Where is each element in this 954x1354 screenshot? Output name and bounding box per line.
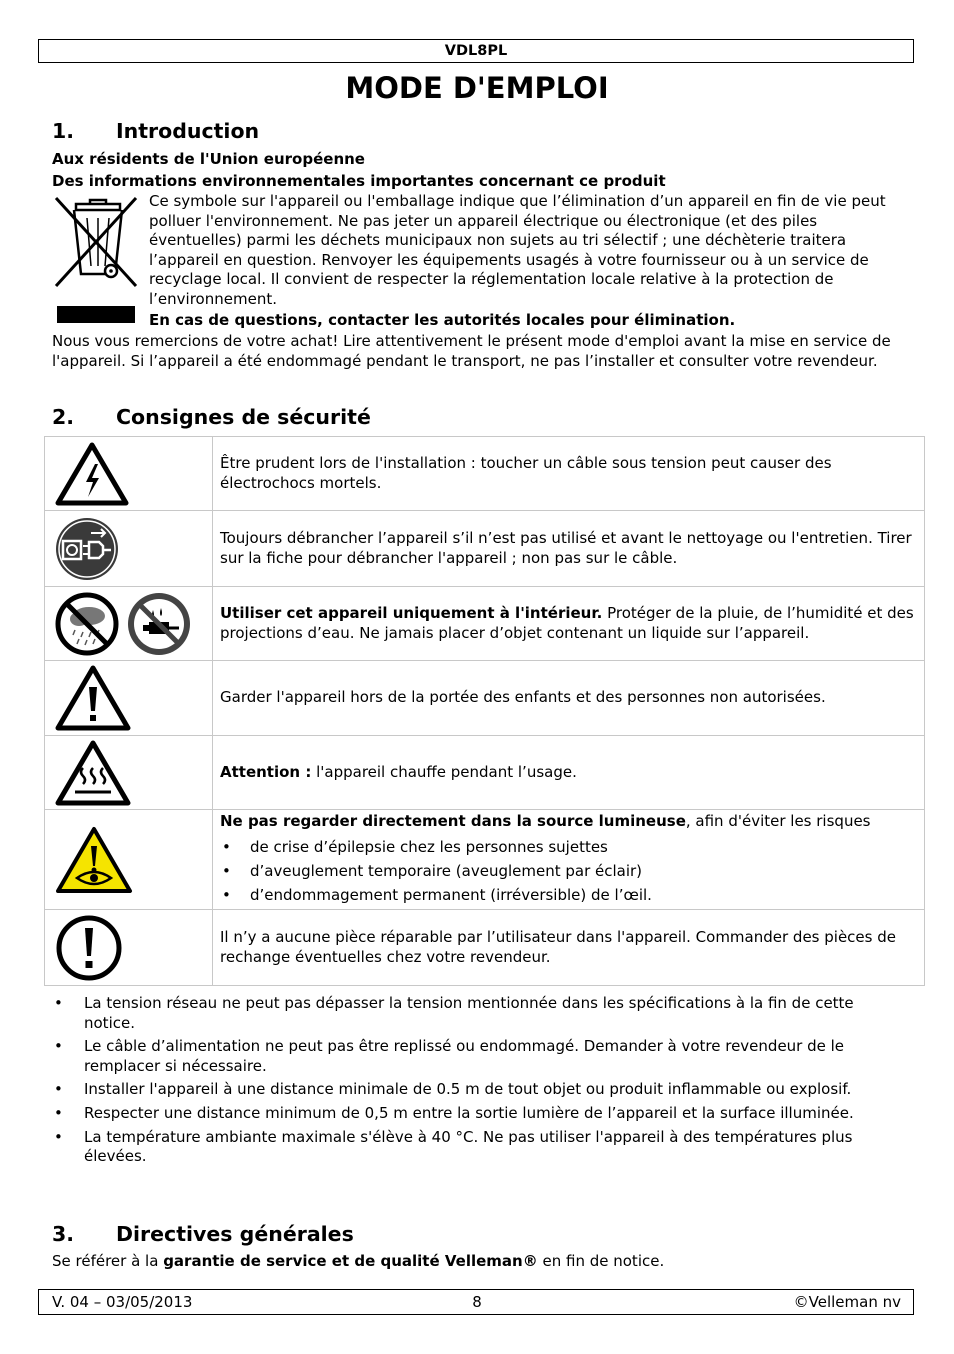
- safety-icon-cell: [45, 511, 213, 587]
- warranty-paragraph: [52, 1252, 912, 1272]
- safety-row: [45, 511, 925, 587]
- electric-shock-warning-icon: [55, 442, 129, 506]
- list-item: • Le câble d’alimentation ne peut pas être replissé ou endommagé. Demander à votre revendeur de le remplacer si nécessaire.: [52, 1037, 907, 1076]
- list-item: • La température ambiante maximale s'élève à 40 °C. Ne pas utiliser l'appareil à des températures plus élevées.: [52, 1128, 907, 1167]
- safety-text-cell: [213, 810, 925, 910]
- safety-icon-cell: [45, 587, 213, 661]
- safety-icon-cell: [45, 810, 213, 910]
- safety-row: [45, 736, 925, 810]
- model-name: VDL8PL: [444, 43, 508, 59]
- safety-row: [45, 437, 925, 511]
- thanks-paragraph: Nous vous remercions de votre achat! Lire attentivement le présent mode d'emploi avant la mise en service de l'appareil. Si l’appareil a été endommagé pendant le transport, ne pas l’installer et consulter votre revendeur.: [52, 332, 891, 370]
- eye-risk-list: [220, 835, 916, 907]
- page-header: [38, 39, 914, 63]
- copyright-label: ©Velleman nv: [793, 1293, 901, 1311]
- list-item: • d’aveuglement temporaire (aveuglement par éclair): [220, 859, 916, 883]
- no-rain-icon: [55, 592, 119, 656]
- safety-text-bold: Utiliser cet appareil uniquement à l'intérieur.: [220, 603, 603, 622]
- safety-text: Protéger de la pluie, de l’humidité et des projections d’eau. Ne jamais placer d’objet contenant un liquide sur l’appareil.: [220, 603, 914, 642]
- list-item: • Installer l'appareil à une distance minimale de 0.5 m de tout objet ou produit inflammable ou explosif.: [52, 1080, 907, 1100]
- no-water-splash-icon: [127, 592, 191, 656]
- unplug-icon: [55, 517, 119, 581]
- section-3-title: Directives générales: [116, 1222, 354, 1246]
- section-2-heading: [52, 404, 371, 430]
- section-2-number: 2.: [52, 405, 75, 429]
- section-1-heading: [52, 118, 259, 144]
- page-number: 8: [472, 1293, 482, 1311]
- safety-text: Être prudent lors de l'installation : toucher un câble sous tension peut causer des électrochocs mortels.: [220, 453, 832, 492]
- list-item: • Respecter une distance minimum de 0,5 m entre la sortie lumière de l’appareil et la surface illuminée.: [52, 1104, 907, 1124]
- eye-hazard-icon: [55, 826, 133, 894]
- warranty-text-before: Se référer à la: [52, 1252, 164, 1270]
- safety-text-cell: [213, 437, 925, 511]
- safety-text-bold: Ne pas regarder directement dans la source lumineuse: [220, 812, 686, 831]
- safety-text: l'appareil chauffe pendant l’usage.: [311, 762, 577, 781]
- warranty-text-bold: garantie de service et de qualité Velleman®: [163, 1252, 538, 1270]
- general-warning-icon: [55, 665, 131, 731]
- version-label: V. 04 – 03/05/2013: [52, 1293, 193, 1311]
- page-footer: [38, 1289, 914, 1315]
- safety-text-cell: [213, 910, 925, 986]
- safety-text-cell: [213, 587, 925, 661]
- safety-icon-cell: [45, 910, 213, 986]
- document-title: MODE D'EMPLOI: [345, 71, 609, 105]
- safety-row: [45, 810, 925, 910]
- safety-text: Toujours débrancher l’appareil s’il n’est pas utilisé et avant le nettoyage ou l'entretien. Tirer sur la fiche pour débrancher l'appareil ; non pas sur le câble.: [220, 528, 912, 567]
- questions-paragraph: En cas de questions, contacter les autorités locales pour élimination.: [149, 311, 736, 329]
- safety-text-cell: [213, 661, 925, 736]
- warranty-text-after: en fin de notice.: [537, 1252, 665, 1270]
- safety-bullet-list: [52, 994, 907, 1171]
- safety-icon-cell: [45, 437, 213, 511]
- safety-text: Il n’y a aucune pièce réparable par l’utilisateur dans l'appareil. Commander des pièces de rechange éventuelles chez votre revendeur.: [220, 927, 896, 966]
- safety-text-bold: Attention :: [220, 762, 312, 781]
- safety-text-cell: [213, 511, 925, 587]
- hot-surface-icon: [55, 740, 131, 806]
- section-1-title: Introduction: [116, 119, 260, 143]
- list-item: • de crise d’épilepsie chez les personnes sujettes: [220, 835, 916, 859]
- section-3-heading: [52, 1221, 354, 1247]
- safety-table: [44, 436, 925, 986]
- weee-paragraph: Ce symbole sur l'appareil ou l'emballage indique que l’élimination d’un appareil en fin de vie peut polluer l'environnement. Ne pas jeter un appareil électrique ou électronique (et des piles éventuelles) parmi les déchets municipaux non sujets au tri sélectif ; une déchèterie traitera l’appareil en question. Renvoyer les équipements usagés à votre fournisseur ou à un service de recyclage local. Il convient de respecter la réglementation locale relative à la protection de l’environnement.: [149, 192, 886, 308]
- safety-row: [45, 587, 925, 661]
- list-item: • La tension réseau ne peut pas dépasser la tension mentionnée dans les spécifications à la fin de cette notice.: [52, 994, 907, 1033]
- section-1-number: 1.: [52, 119, 75, 143]
- safety-icon-cell: [45, 661, 213, 736]
- section-2-title: Consignes de sécurité: [116, 405, 371, 429]
- eu-residents-heading: Aux résidents de l'Union européenne: [52, 150, 365, 168]
- safety-text-cell: [213, 736, 925, 810]
- section-3-number: 3.: [52, 1222, 75, 1246]
- environment-heading: Des informations environnementales importantes concernant ce produit: [52, 172, 666, 190]
- safety-row: [45, 661, 925, 736]
- crossed-bin-icon: [52, 194, 138, 326]
- safety-text: , afin d'éviter les risques: [685, 812, 871, 831]
- exclamation-circle-icon: [55, 914, 123, 982]
- safety-row: [45, 910, 925, 986]
- safety-icon-cell: [45, 736, 213, 810]
- list-item: • d’endommagement permanent (irréversible) de l’œil.: [220, 883, 916, 907]
- safety-text: Garder l'appareil hors de la portée des enfants et des personnes non autorisées.: [220, 688, 826, 707]
